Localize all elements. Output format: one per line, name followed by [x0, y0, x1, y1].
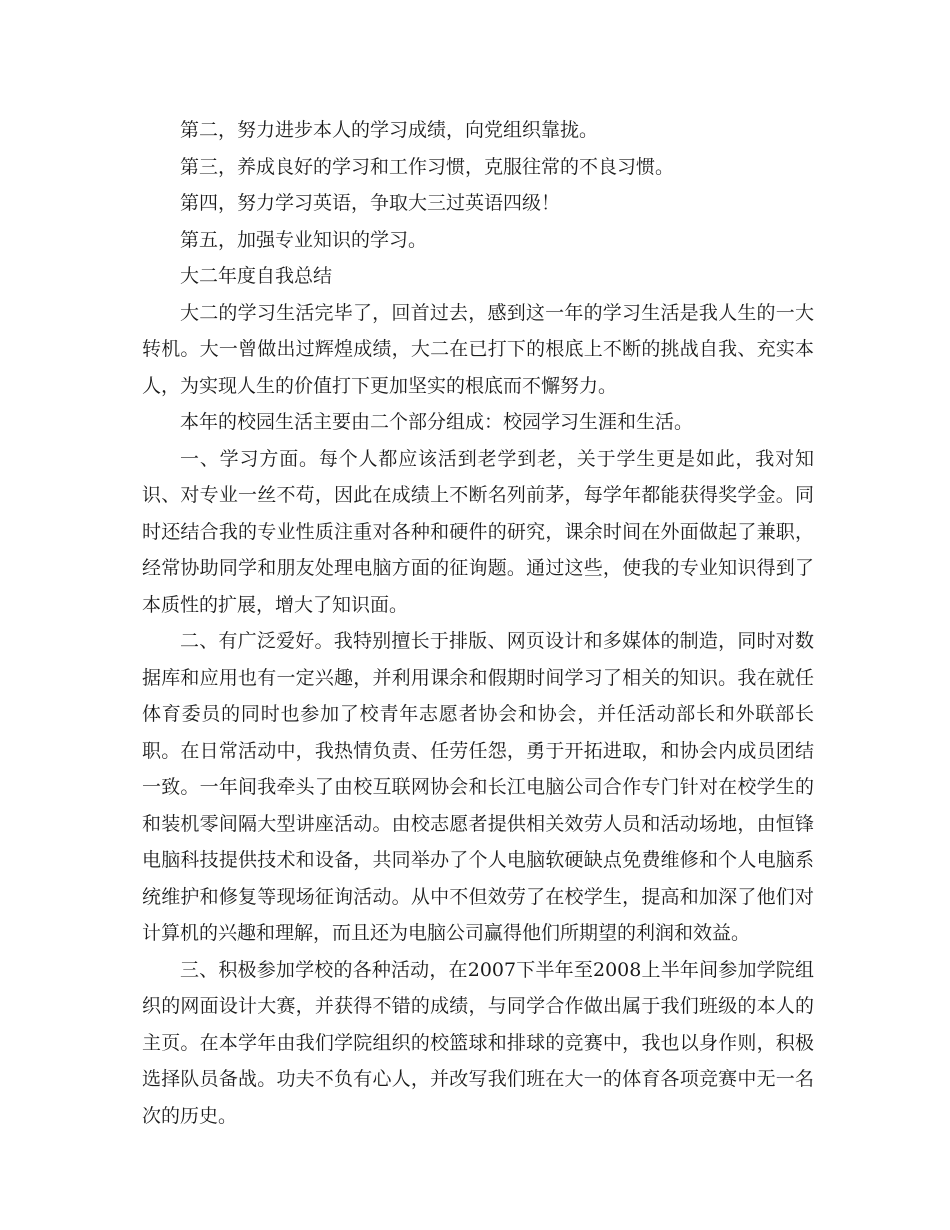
document-body: [142, 112, 814, 1134]
paragraph: 第二，努力进步本人的学习成绩，向党组织靠拢。: [180, 119, 599, 141]
paragraph: 一、学习方面。每个人都应该活到老学到老，关于学生更是如此，我对知识、对专业一丝不苟，因此在成绩上不断名列前茅，每学年都能获得奖学金。同时还结合我的专业性质注重对各种和硬件的研究，课余时间在外面做起了兼职，经常协助同学和朋友处理电脑方面的征询题。通过这些，使我的专业知识得到了本质性的扩展，增大了知识面。: [142, 447, 814, 616]
section-heading: 大二年度自我总结: [180, 265, 333, 287]
paragraph: 二、有广泛爱好。我特别擅长于排版、网页设计和多媒体的制造，同时对数据库和应用也有一定兴趣，并利用课余和假期时间学习了相关的知识。我在就任体育委员的同时也参加了校青年志愿者协会和协会，并任活动部长和外联部长职。在日常活动中，我热情负责、任劳任怨，勇于开拓进取，和协会内成员团结一致。一年间我牵头了由校互联网协会和长江电脑公司合作专门针对在校学生的和装机零间隔大型讲座活动。由校志愿者提供相关效劳人员和活动场地，由恒锋电脑科技提供技术和设备，共同举办了个人电脑软硬缺点免费维修和个人电脑系统维护和修复等现场征询活动。从中不但效劳了在校学生，提高和加深了他们对计算机的兴趣和理解，而且还为电脑公司赢得他们所期望的利润和效益。: [142, 630, 814, 944]
paragraph: 第五，加强专业知识的学习。: [180, 228, 428, 251]
paragraph: 本年的校园生活主要由二个部分组成：校园学习生涯和生活。: [180, 411, 694, 433]
paragraph: 大二的学习生活完毕了，回首过去，感到这一年的学习生活是我人生的一大转机。大一曾做出过辉煌成绩，大二在已打下的根底上不断的挑战自我、充实本人，为实现人生的价值打下更加坚实的根底而不懈努力。: [142, 301, 814, 397]
paragraph: 第四，努力学习英语，争取大三过英语四级！: [180, 192, 561, 214]
paragraph: 三、积极参加学校的各种活动，在2007下半年至2008上半年间参加学院组织的网面设计大赛，并获得不错的成绩，与同学合作做出属于我们班级的本人的主页。在本学年由我们学院组织的校篮球和排球的竞赛中，我也以身作则，积极选择队员备战。功夫不负有心人，并改写我们班在大一的体育各项竞赛中无一名次的历史。: [142, 958, 814, 1127]
paragraph: 第三，养成良好的学习和工作习惯，克服往常的不良习惯。: [180, 155, 675, 178]
